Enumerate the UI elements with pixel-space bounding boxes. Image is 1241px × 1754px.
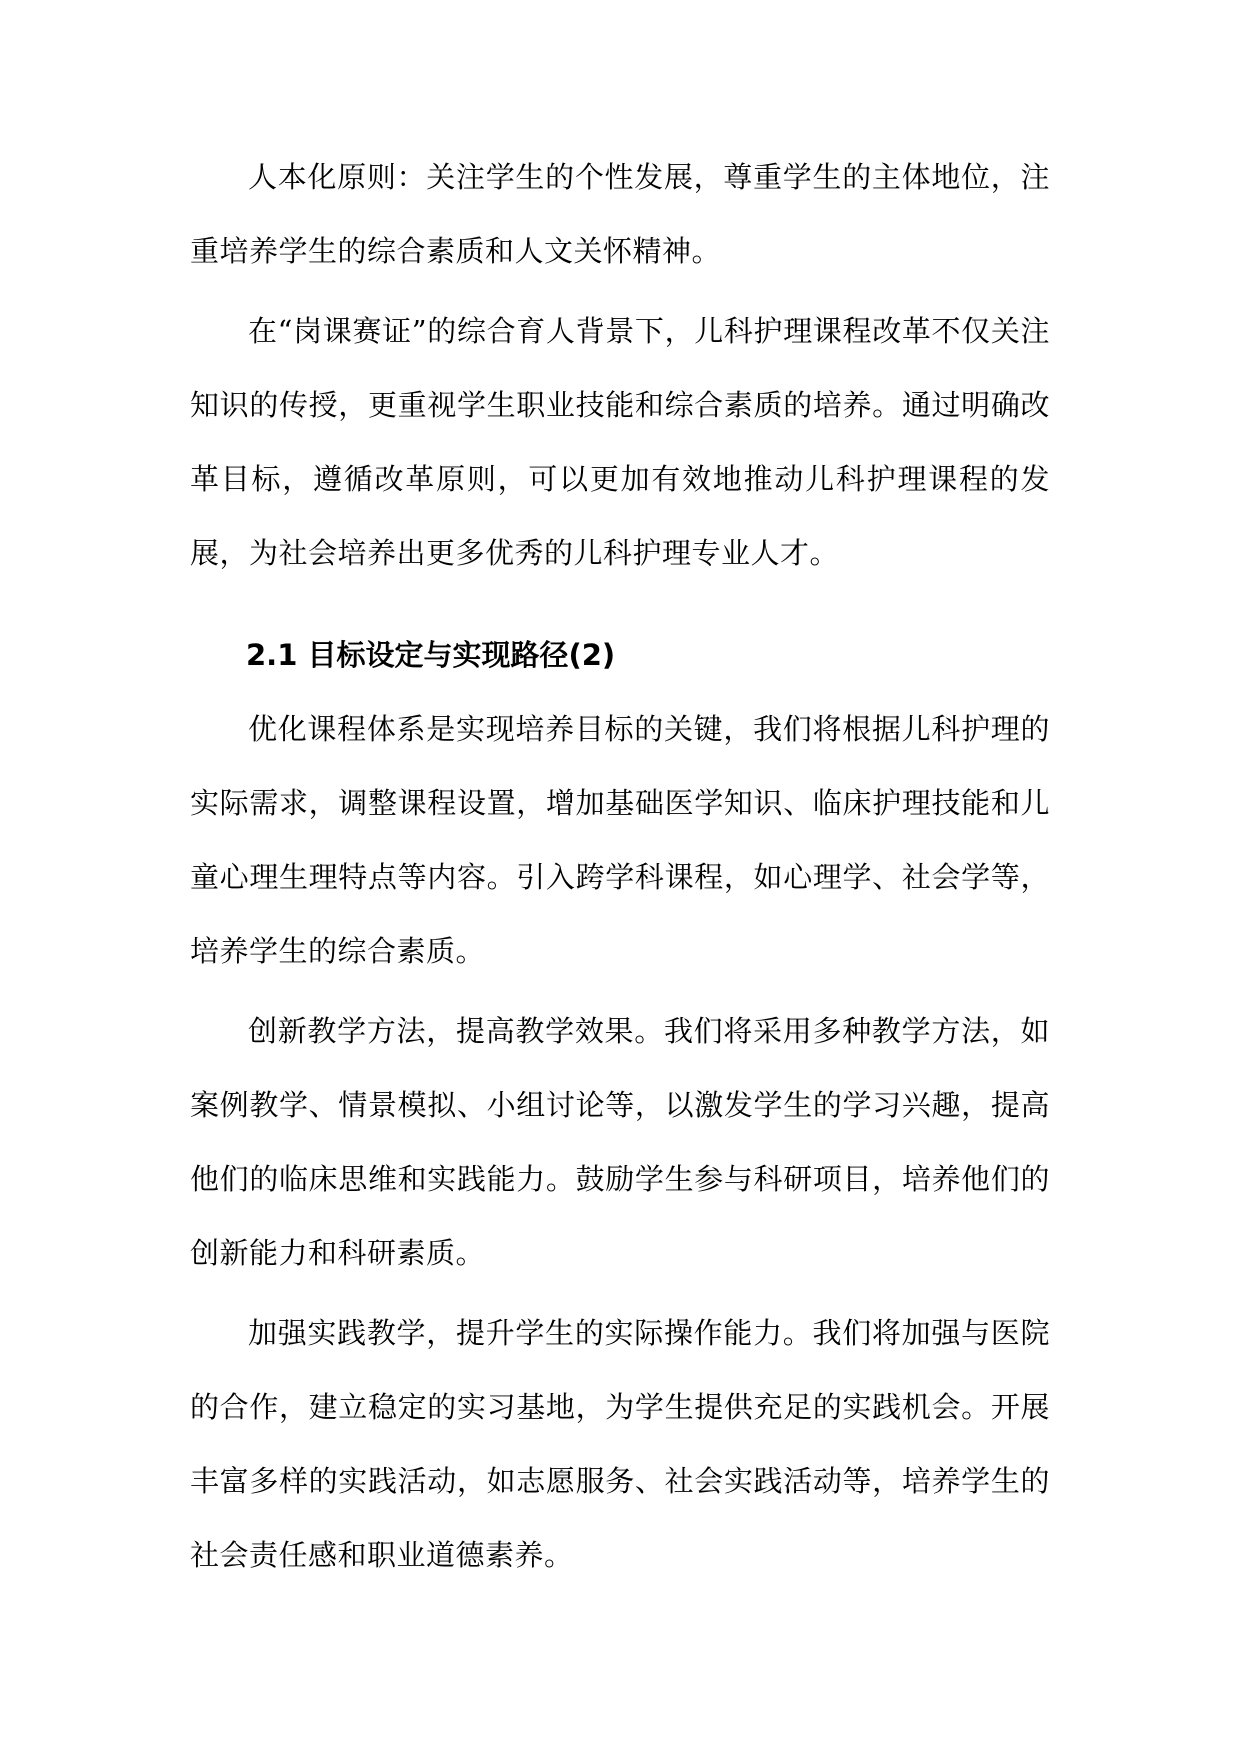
document-page bbox=[190, 140, 1050, 1592]
paragraph-optimize-curriculum: 优化课程体系是实现培养目标的关键，我们将根据儿科护理的实际需求，调整课程设置，增加基础医学知识、临床护理技能和儿童心理生理特点等内容。引入跨学科课程，如心理学、社会学等，培养学生的综合素质。 bbox=[190, 712, 1050, 968]
paragraph-humanization-principle: 人本化原则：关注学生的个性发展，尊重学生的主体地位，注重培养学生的综合素质和人文关怀精神。 bbox=[190, 160, 1050, 268]
section-heading: 2.1 目标设定与实现路径(2) bbox=[246, 638, 616, 672]
paragraph-reform-background: 在“岗课赛证”的综合育人背景下，儿科护理课程改革不仅关注知识的传授，更重视学生职业技能和综合素质的培养。通过明确改革目标，遵循改革原则，可以更加有效地推动儿科护理课程的发展，为社会培养出更多优秀的儿科护理专业人才。 bbox=[190, 314, 1050, 570]
paragraph-strengthen-practice: 加强实践教学，提升学生的实际操作能力。我们将加强与医院的合作，建立稳定的实习基地，为学生提供充足的实践机会。开展丰富多样的实践活动，如志愿服务、社会实践活动等，培养学生的社会责任感和职业道德素养。 bbox=[190, 1316, 1050, 1572]
paragraph-innovate-teaching: 创新教学方法，提高教学效果。我们将采用多种教学方法，如案例教学、情景模拟、小组讨论等，以激发学生的学习兴趣，提高他们的临床思维和实践能力。鼓励学生参与科研项目，培养他们的创新能力和科研素质。 bbox=[190, 1014, 1050, 1270]
